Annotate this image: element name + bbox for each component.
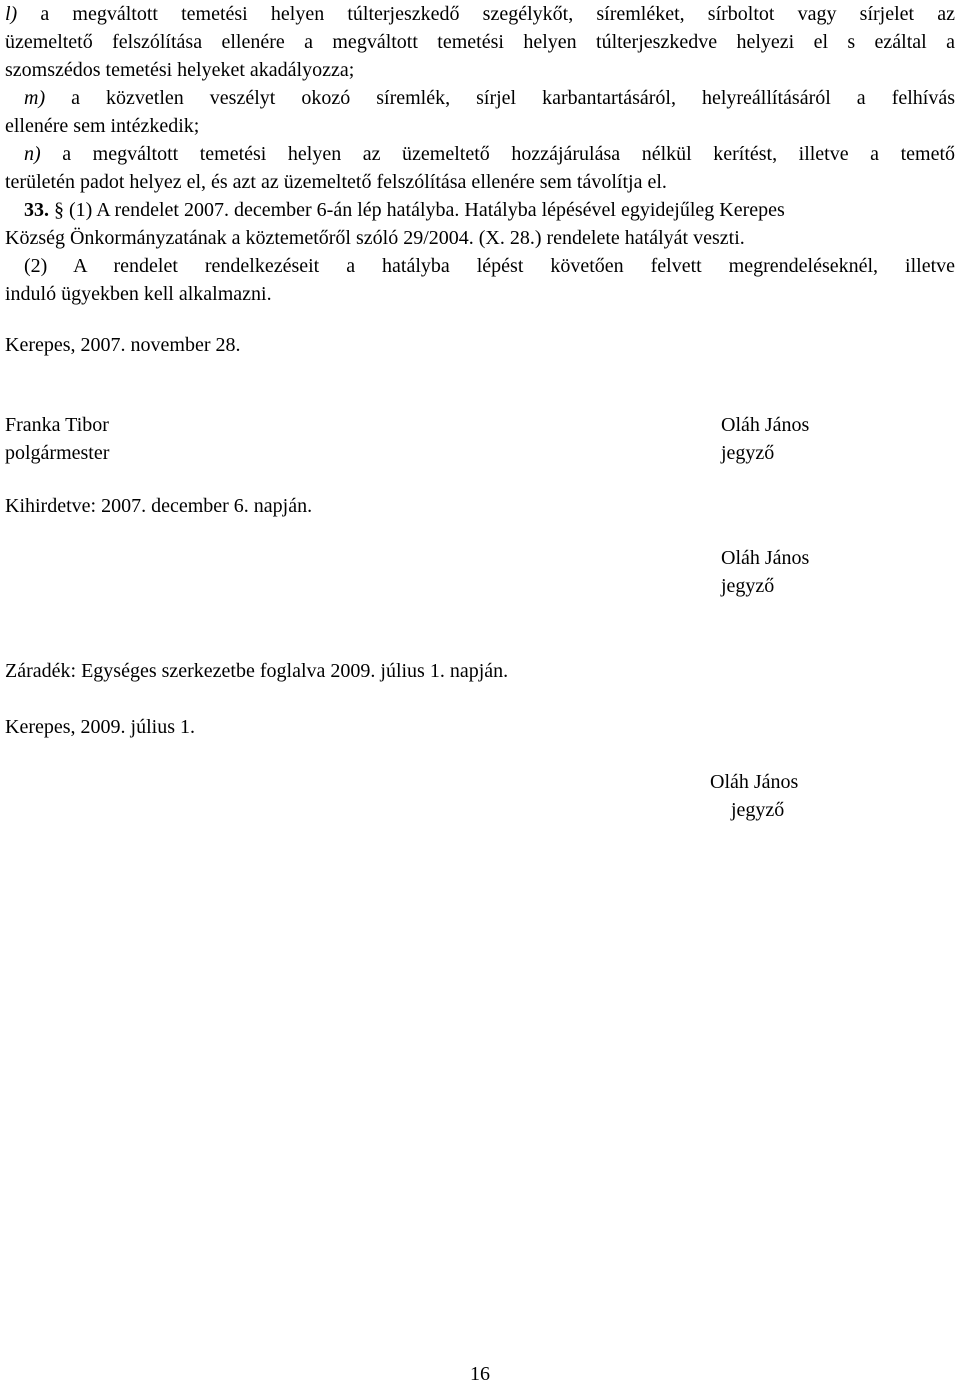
list-item-n-line1: n) a megváltott temetési helyen az üzemeltető hozzájárulása nélkül kerítést, illetve a temető [24, 143, 956, 165]
list-marker-n: n) [24, 143, 41, 165]
section-number: 33. [24, 199, 49, 221]
list-item-l-line1: l) a megváltott temetési helyen túlterjeszkedő szegélykőt, síremléket, sírboltot vagy sírjelet az [5, 3, 955, 25]
list-item-m-line1: m) a közvetlen veszélyt okozó síremlék, sírjel karbantartásáról, helyreállításáról a felhívás [24, 87, 956, 109]
page-number: 16 [470, 1363, 490, 1385]
section-33-p1-line2: Község Önkormányzatának a köztemetőről szóló 29/2004. (X. 28.) rendelete hatályát veszti. [5, 227, 745, 249]
place-date-2: Kerepes, 2009. július 1. [5, 716, 195, 738]
section-33-p2-line1: (2) A rendelet rendelkezéseit a hatályba lépést követően felvett megrendeléseknél, illetve [24, 255, 955, 277]
notary-name: Oláh János [721, 414, 810, 436]
list-item-l-line2: üzemeltető felszólítása ellenére a megváltott temetési helyen túlterjeszkedve helyezi el s ezáltal a [5, 31, 955, 53]
final-signature-title: jegyző [731, 799, 785, 821]
notary-title: jegyző [721, 442, 775, 464]
place-date-1: Kerepes, 2007. november 28. [5, 334, 241, 356]
promulgation-text: Kihirdetve: 2007. december 6. napján. [5, 495, 313, 517]
list-item-l [5, 0, 955, 84]
list-item-m-line2: ellenére sem intézkedik; [5, 115, 200, 137]
section-33-heading-line: 33. § (1) A rendelet 2007. december 6-án lép hatályba. Hatályba lépésével egyidejűleg Kerepes [24, 199, 785, 221]
promulgation-signature-title: jegyző [721, 575, 775, 597]
list-marker-l: l) [5, 3, 18, 25]
list-item-n [5, 140, 955, 196]
mayor-title: polgármester [5, 442, 110, 464]
list-item-n-line2: területén padot helyez el, és azt az üzemeltető felszólítása ellenére sem távolítja el. [5, 171, 667, 193]
mayor-name: Franka Tibor [5, 414, 109, 436]
consolidation-clause: Záradék: Egységes szerkezetbe foglalva 2009. július 1. napján. [5, 660, 509, 682]
section-33-p2-line2: induló ügyekben kell alkalmazni. [5, 283, 272, 305]
final-signature-name: Oláh János [710, 771, 799, 793]
section-33 [5, 196, 955, 308]
list-item-l-line3: szomszédos temetési helyeket akadályozza; [5, 59, 355, 81]
promulgation-signature-name: Oláh János [721, 547, 810, 569]
section-sign: § [54, 199, 64, 221]
list-marker-m: m) [24, 87, 46, 109]
list-item-m [5, 84, 955, 140]
